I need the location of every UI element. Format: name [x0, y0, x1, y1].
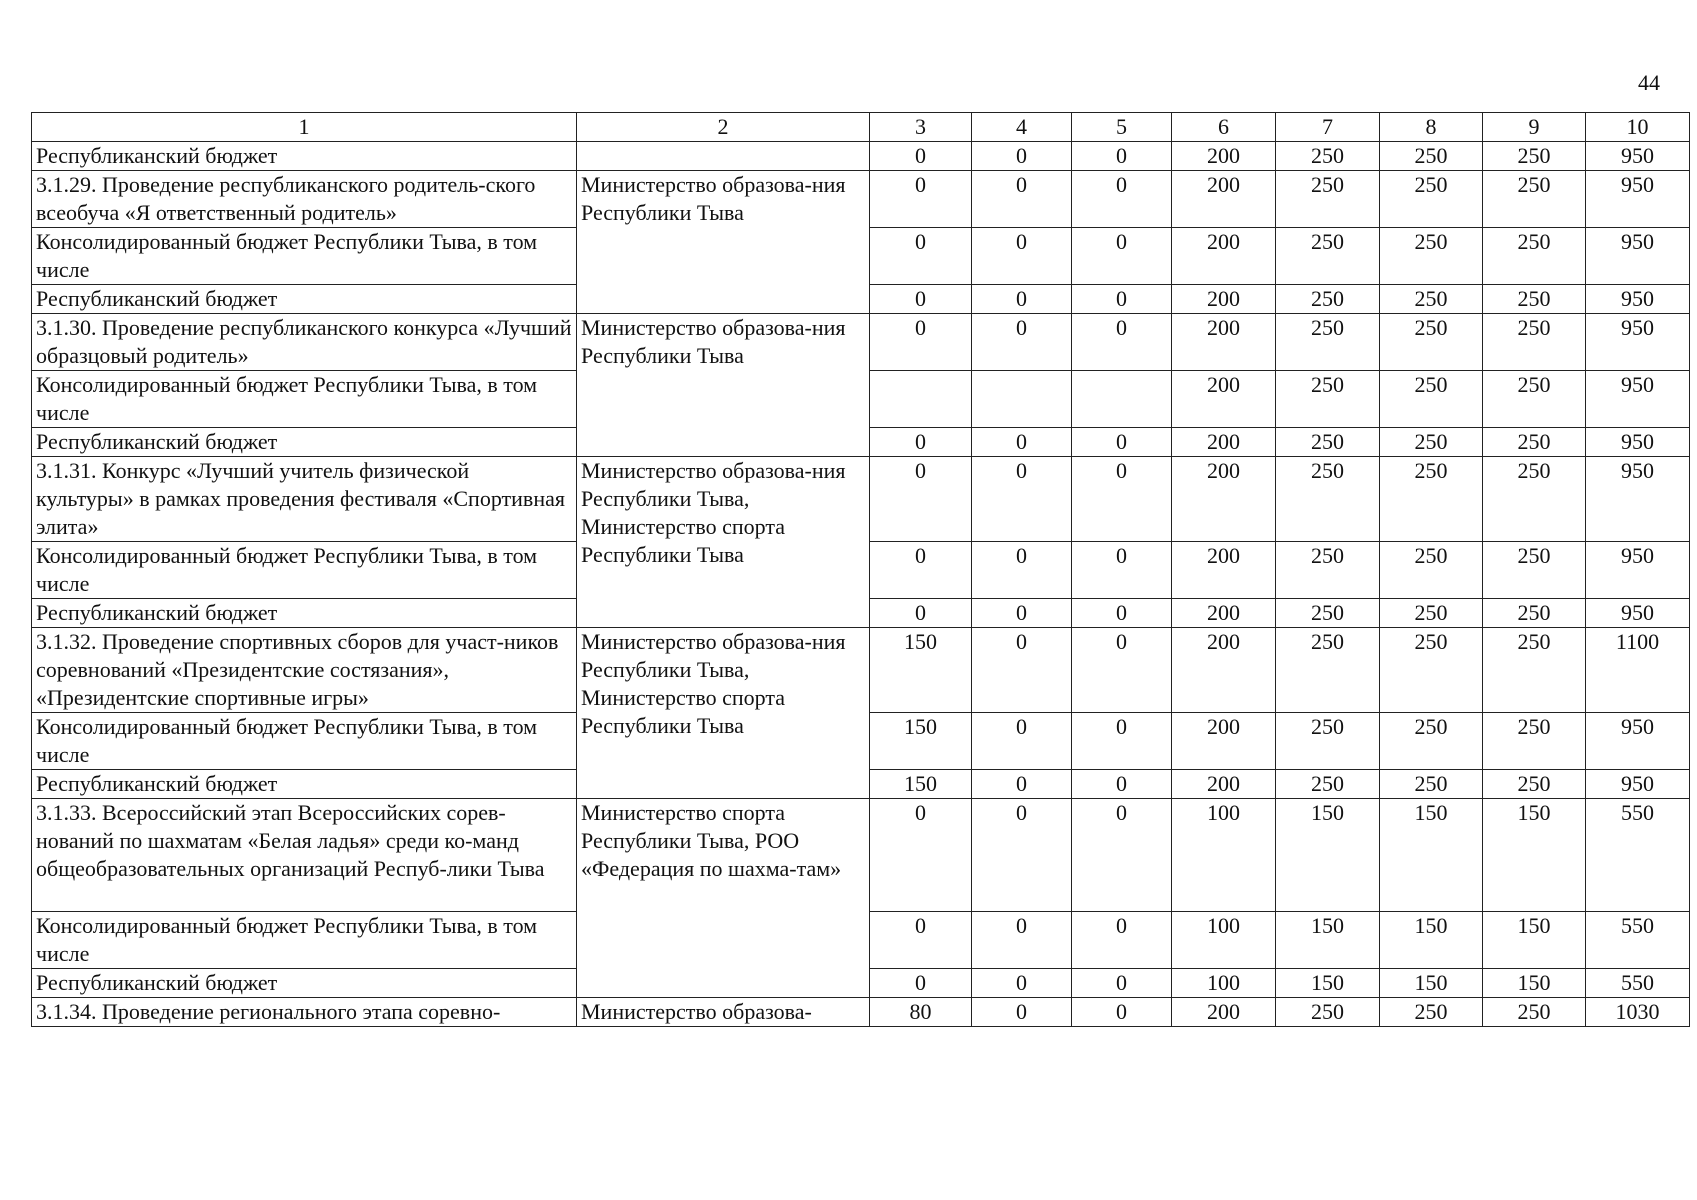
- value-cell: 950: [1586, 770, 1690, 799]
- value-cell: 250: [1483, 285, 1586, 314]
- value-cell: 0: [972, 713, 1072, 770]
- header-cell: 9: [1483, 113, 1586, 142]
- activity-cell: 3.1.31. Конкурс «Лучший учитель физической культуры» в рамках проведения фестиваля «Спортивная элита»: [32, 457, 577, 542]
- header-cell: 5: [1072, 113, 1172, 142]
- activity-cell: 3.1.34. Проведение регионального этапа соревно-: [32, 998, 577, 1027]
- page-number: 44: [1638, 70, 1660, 95]
- value-cell: 0: [972, 799, 1072, 912]
- value-cell: 250: [1276, 314, 1380, 371]
- value-cell: 250: [1276, 171, 1380, 228]
- budget-table: [31, 112, 1690, 1027]
- value-cell: 250: [1380, 770, 1483, 799]
- value-cell: 250: [1276, 457, 1380, 542]
- value-cell: 0: [1072, 171, 1172, 228]
- value-cell: 0: [972, 428, 1072, 457]
- value-cell: 0: [1072, 628, 1172, 713]
- value-cell: 0: [870, 285, 972, 314]
- table-row: [32, 314, 1690, 371]
- value-cell: 200: [1172, 371, 1276, 428]
- value-cell: 250: [1276, 713, 1380, 770]
- value-cell: 100: [1172, 912, 1276, 969]
- activity-cell: Республиканский бюджет: [32, 969, 577, 998]
- value-cell: 250: [1380, 998, 1483, 1027]
- value-cell: 0: [870, 542, 972, 599]
- value-cell: 0: [1072, 969, 1172, 998]
- value-cell: 250: [1483, 998, 1586, 1027]
- table-body: [32, 142, 1690, 1027]
- activity-cell: Консолидированный бюджет Республики Тыва, в том числе: [32, 228, 577, 285]
- table-row: [32, 799, 1690, 912]
- value-cell: 250: [1276, 628, 1380, 713]
- value-cell: 0: [870, 912, 972, 969]
- value-cell: 0: [972, 912, 1072, 969]
- value-cell: 0: [1072, 428, 1172, 457]
- value-cell: 0: [972, 285, 1072, 314]
- header-cell: 1: [32, 113, 577, 142]
- value-cell: 250: [1483, 542, 1586, 599]
- executor-cell: Министерство образова-: [577, 998, 870, 1027]
- value-cell: 250: [1483, 428, 1586, 457]
- value-cell: 250: [1483, 171, 1586, 228]
- value-cell: 200: [1172, 599, 1276, 628]
- value-cell: 150: [1380, 912, 1483, 969]
- value-cell: 0: [972, 228, 1072, 285]
- header-cell: 8: [1380, 113, 1483, 142]
- value-cell: 250: [1483, 713, 1586, 770]
- value-cell: 0: [1072, 770, 1172, 799]
- activity-cell: Республиканский бюджет: [32, 599, 577, 628]
- value-cell: 0: [1072, 912, 1172, 969]
- value-cell: 950: [1586, 457, 1690, 542]
- activity-cell: 3.1.32. Проведение спортивных сборов для участ-ников соревнований «Президентские состязания», «Президентские спортивные игры»: [32, 628, 577, 713]
- value-cell: 150: [870, 628, 972, 713]
- header-cell: 6: [1172, 113, 1276, 142]
- value-cell: 0: [1072, 457, 1172, 542]
- value-cell: 200: [1172, 314, 1276, 371]
- value-cell: 150: [1380, 969, 1483, 998]
- activity-cell: 3.1.29. Проведение республиканского родитель-ского всеобуча «Я ответственный родитель»: [32, 171, 577, 228]
- value-cell: 250: [1380, 314, 1483, 371]
- value-cell: 0: [972, 628, 1072, 713]
- value-cell: 950: [1586, 428, 1690, 457]
- value-cell: 150: [870, 713, 972, 770]
- executor-cell: [577, 142, 870, 171]
- activity-cell: Республиканский бюджет: [32, 428, 577, 457]
- value-cell: 550: [1586, 912, 1690, 969]
- header-cell: 7: [1276, 113, 1380, 142]
- value-cell: 250: [1483, 142, 1586, 171]
- value-cell: 0: [972, 542, 1072, 599]
- value-cell: 200: [1172, 457, 1276, 542]
- table-row: [32, 998, 1690, 1027]
- value-cell: 250: [1276, 285, 1380, 314]
- value-cell: 250: [1380, 628, 1483, 713]
- header-row: [32, 113, 1690, 142]
- value-cell: 250: [1380, 428, 1483, 457]
- value-cell: 950: [1586, 228, 1690, 285]
- activity-cell: 3.1.33. Всероссийский этап Всероссийских сорев-нований по шахматам «Белая ладья» среди ко-манд общеобразовательных организаций Респуб-лики Тыва: [32, 799, 577, 912]
- value-cell: [972, 371, 1072, 428]
- value-cell: 0: [972, 599, 1072, 628]
- value-cell: 950: [1586, 171, 1690, 228]
- value-cell: 0: [870, 314, 972, 371]
- value-cell: 0: [1072, 142, 1172, 171]
- value-cell: 0: [972, 314, 1072, 371]
- activity-cell: Консолидированный бюджет Республики Тыва, в том числе: [32, 542, 577, 599]
- value-cell: 950: [1586, 371, 1690, 428]
- value-cell: 550: [1586, 969, 1690, 998]
- value-cell: 0: [1072, 799, 1172, 912]
- value-cell: 250: [1276, 998, 1380, 1027]
- value-cell: 150: [1380, 799, 1483, 912]
- value-cell: 150: [870, 770, 972, 799]
- value-cell: 0: [1072, 599, 1172, 628]
- value-cell: 150: [1276, 912, 1380, 969]
- value-cell: 0: [972, 142, 1072, 171]
- value-cell: 200: [1172, 171, 1276, 228]
- activity-cell: 3.1.30. Проведение республиканского конкурса «Лучший образцовый родитель»: [32, 314, 577, 371]
- value-cell: 250: [1483, 628, 1586, 713]
- executor-cell: Министерство образова-ния Республики Тыва: [577, 314, 870, 457]
- value-cell: 250: [1276, 142, 1380, 171]
- executor-cell: Министерство образова-ния Республики Тыва, Министерство спорта Республики Тыва: [577, 457, 870, 628]
- value-cell: 250: [1380, 228, 1483, 285]
- header-cell: 10: [1586, 113, 1690, 142]
- executor-cell: Министерство образова-ния Республики Тыва: [577, 171, 870, 314]
- value-cell: 250: [1380, 285, 1483, 314]
- value-cell: 100: [1172, 799, 1276, 912]
- value-cell: 0: [870, 142, 972, 171]
- activity-cell: Консолидированный бюджет Республики Тыва, в том числе: [32, 912, 577, 969]
- value-cell: 250: [1483, 371, 1586, 428]
- value-cell: 150: [1483, 799, 1586, 912]
- value-cell: 150: [1483, 969, 1586, 998]
- value-cell: 200: [1172, 542, 1276, 599]
- value-cell: 200: [1172, 428, 1276, 457]
- value-cell: 250: [1380, 171, 1483, 228]
- value-cell: 150: [1483, 912, 1586, 969]
- value-cell: 250: [1276, 599, 1380, 628]
- value-cell: 200: [1172, 228, 1276, 285]
- executor-cell: Министерство спорта Республики Тыва, РОО «Федерация по шахма-там»: [577, 799, 870, 998]
- value-cell: 0: [1072, 998, 1172, 1027]
- value-cell: 80: [870, 998, 972, 1027]
- value-cell: 200: [1172, 713, 1276, 770]
- value-cell: 200: [1172, 285, 1276, 314]
- value-cell: 250: [1276, 371, 1380, 428]
- value-cell: 0: [1072, 285, 1172, 314]
- executor-cell: Министерство образова-ния Республики Тыва, Министерство спорта Республики Тыва: [577, 628, 870, 799]
- table-row: [32, 628, 1690, 713]
- table-row: [32, 457, 1690, 542]
- value-cell: 150: [1276, 969, 1380, 998]
- value-cell: 100: [1172, 969, 1276, 998]
- value-cell: 200: [1172, 628, 1276, 713]
- value-cell: 200: [1172, 142, 1276, 171]
- header-cell: 3: [870, 113, 972, 142]
- value-cell: 0: [870, 171, 972, 228]
- value-cell: 250: [1483, 314, 1586, 371]
- value-cell: 250: [1380, 142, 1483, 171]
- value-cell: 0: [972, 998, 1072, 1027]
- value-cell: 250: [1276, 228, 1380, 285]
- header-cell: 2: [577, 113, 870, 142]
- value-cell: 250: [1483, 228, 1586, 285]
- value-cell: 950: [1586, 142, 1690, 171]
- value-cell: 950: [1586, 599, 1690, 628]
- value-cell: 250: [1380, 599, 1483, 628]
- value-cell: 0: [972, 770, 1072, 799]
- value-cell: 250: [1380, 371, 1483, 428]
- value-cell: 950: [1586, 285, 1690, 314]
- value-cell: 250: [1380, 542, 1483, 599]
- value-cell: 250: [1276, 770, 1380, 799]
- table-row: [32, 142, 1690, 171]
- value-cell: 1100: [1586, 628, 1690, 713]
- value-cell: 1030: [1586, 998, 1690, 1027]
- value-cell: 250: [1380, 457, 1483, 542]
- value-cell: 0: [1072, 314, 1172, 371]
- value-cell: 250: [1276, 428, 1380, 457]
- value-cell: 0: [972, 969, 1072, 998]
- value-cell: 250: [1380, 713, 1483, 770]
- activity-cell: Консолидированный бюджет Республики Тыва, в том числе: [32, 371, 577, 428]
- value-cell: 950: [1586, 542, 1690, 599]
- value-cell: 950: [1586, 713, 1690, 770]
- value-cell: 250: [1276, 542, 1380, 599]
- activity-cell: Республиканский бюджет: [32, 142, 577, 171]
- value-cell: 250: [1483, 599, 1586, 628]
- value-cell: [1072, 371, 1172, 428]
- value-cell: 0: [870, 969, 972, 998]
- activity-cell: Республиканский бюджет: [32, 770, 577, 799]
- activity-cell: Консолидированный бюджет Республики Тыва, в том числе: [32, 713, 577, 770]
- value-cell: 0: [972, 457, 1072, 542]
- value-cell: 250: [1483, 770, 1586, 799]
- value-cell: 0: [1072, 228, 1172, 285]
- value-cell: 200: [1172, 770, 1276, 799]
- activity-cell: Республиканский бюджет: [32, 285, 577, 314]
- value-cell: 0: [870, 428, 972, 457]
- table-row: [32, 171, 1690, 228]
- value-cell: 950: [1586, 314, 1690, 371]
- value-cell: 200: [1172, 998, 1276, 1027]
- value-cell: 0: [870, 599, 972, 628]
- value-cell: 150: [1276, 799, 1380, 912]
- value-cell: 0: [1072, 713, 1172, 770]
- value-cell: 250: [1483, 457, 1586, 542]
- value-cell: 0: [870, 799, 972, 912]
- value-cell: 550: [1586, 799, 1690, 912]
- value-cell: [870, 371, 972, 428]
- value-cell: 0: [870, 457, 972, 542]
- value-cell: 0: [870, 228, 972, 285]
- header-cell: 4: [972, 113, 1072, 142]
- value-cell: 0: [1072, 542, 1172, 599]
- value-cell: 0: [972, 171, 1072, 228]
